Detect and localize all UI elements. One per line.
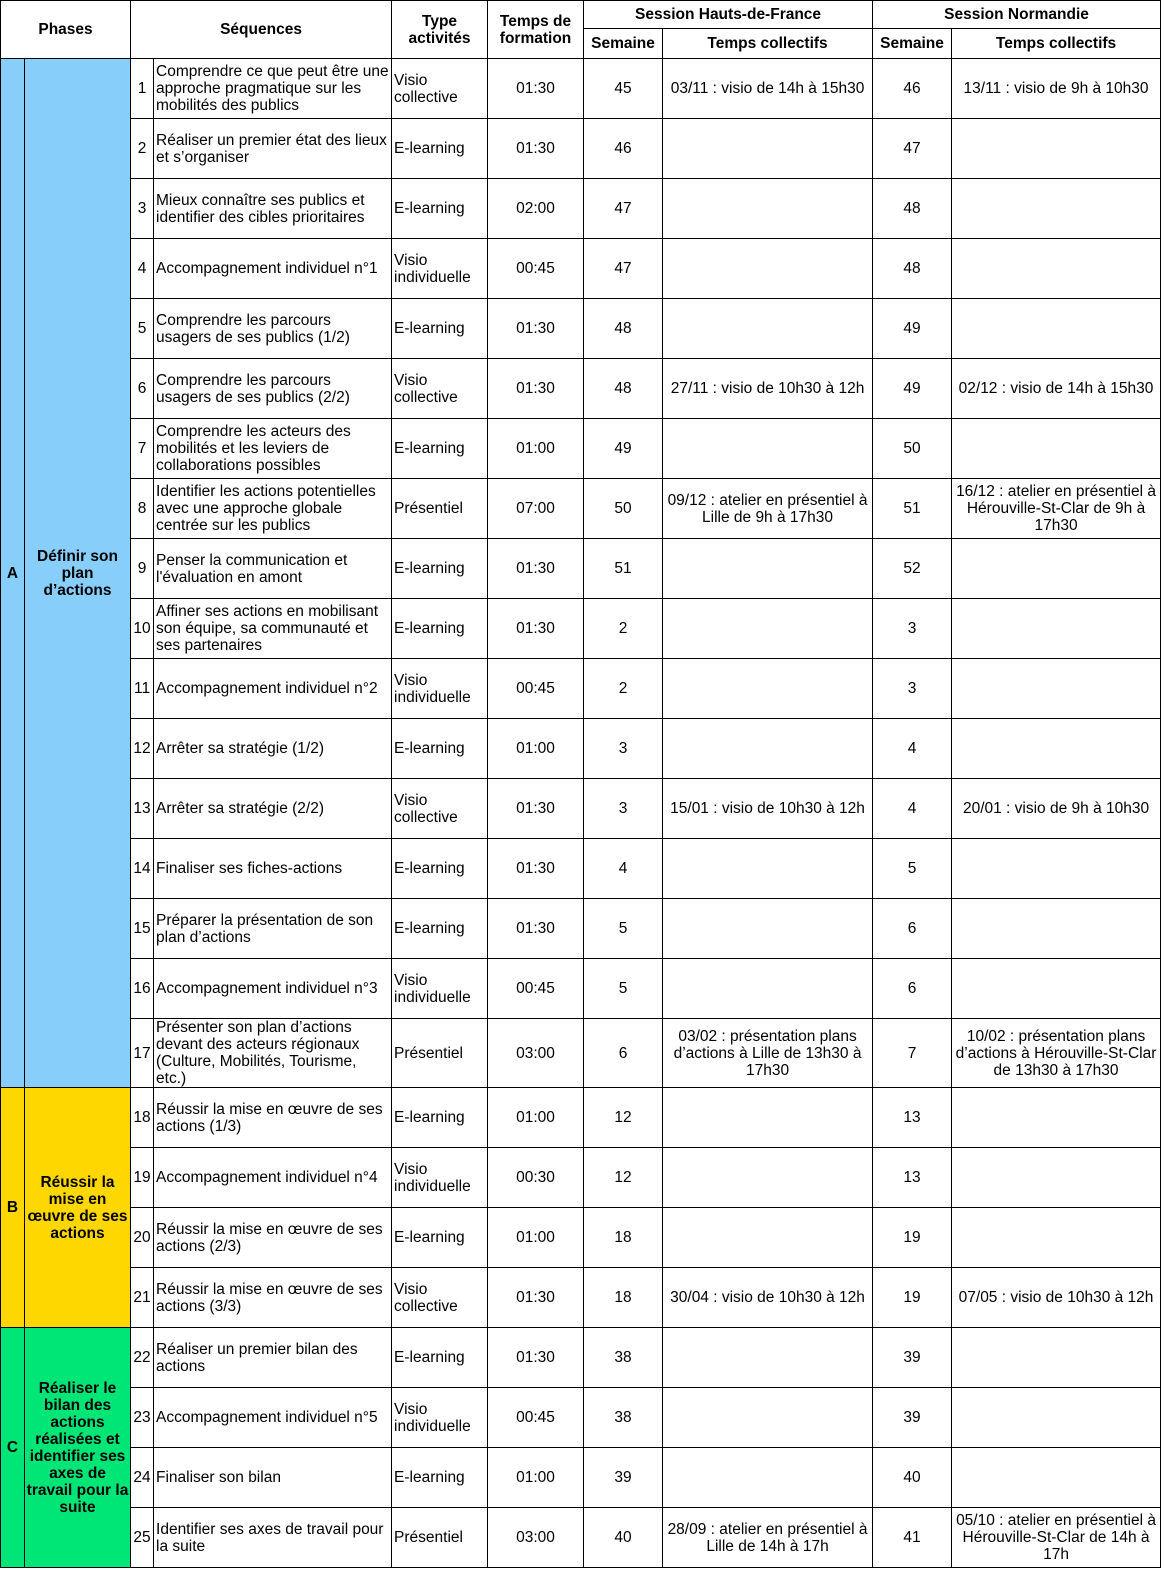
table-row bbox=[1, 839, 1161, 899]
table-row bbox=[1, 719, 1161, 779]
sequence-number: 12 bbox=[131, 719, 154, 779]
week-hdf: 47 bbox=[584, 239, 663, 299]
table-row bbox=[1, 1448, 1161, 1508]
week-normandie: 19 bbox=[873, 1268, 952, 1328]
week-normandie: 7 bbox=[873, 1019, 952, 1088]
sequence-number: 6 bbox=[131, 359, 154, 419]
collective-time-normandie bbox=[952, 299, 1161, 359]
phase-letter: C bbox=[1, 1328, 25, 1568]
table-row bbox=[1, 899, 1161, 959]
training-duration: 01:00 bbox=[488, 1088, 584, 1148]
collective-time-hdf bbox=[663, 599, 873, 659]
week-hdf: 49 bbox=[584, 419, 663, 479]
week-normandie: 5 bbox=[873, 839, 952, 899]
training-duration: 01:30 bbox=[488, 599, 584, 659]
training-duration: 01:00 bbox=[488, 719, 584, 779]
week-normandie: 13 bbox=[873, 1088, 952, 1148]
sequence-number: 21 bbox=[131, 1268, 154, 1328]
sequence-title: Comprendre les parcours usagers de ses publics (2/2) bbox=[154, 359, 392, 419]
activity-type: Visio individuelle bbox=[392, 1148, 488, 1208]
sequence-number: 22 bbox=[131, 1328, 154, 1388]
collective-time-normandie bbox=[952, 239, 1161, 299]
week-normandie: 50 bbox=[873, 419, 952, 479]
week-hdf: 48 bbox=[584, 359, 663, 419]
week-hdf: 51 bbox=[584, 539, 663, 599]
activity-type: E-learning bbox=[392, 839, 488, 899]
sequence-title: Réussir la mise en œuvre de ses actions (3/3) bbox=[154, 1268, 392, 1328]
training-duration: 02:00 bbox=[488, 179, 584, 239]
collective-time-hdf bbox=[663, 1148, 873, 1208]
sequence-number: 13 bbox=[131, 779, 154, 839]
week-hdf: 38 bbox=[584, 1328, 663, 1388]
sequence-number: 14 bbox=[131, 839, 154, 899]
sequence-title: Préparer la présentation de son plan d’actions bbox=[154, 899, 392, 959]
table-row bbox=[1, 119, 1161, 179]
training-duration: 03:00 bbox=[488, 1019, 584, 1088]
week-normandie: 6 bbox=[873, 899, 952, 959]
training-duration: 07:00 bbox=[488, 479, 584, 539]
table-row bbox=[1, 419, 1161, 479]
phase-name: Réussir la mise en œuvre de ses actions bbox=[25, 1088, 131, 1328]
sequence-number: 18 bbox=[131, 1088, 154, 1148]
collective-time-hdf bbox=[663, 1388, 873, 1448]
collective-time-normandie: 05/10 : atelier en présentiel à Hérouville-St-Clar de 14h à 17h bbox=[952, 1508, 1161, 1568]
week-normandie: 49 bbox=[873, 359, 952, 419]
sequence-title: Identifier les actions potentielles avec une approche globale centrée sur les publics bbox=[154, 479, 392, 539]
activity-type: E-learning bbox=[392, 1448, 488, 1508]
collective-time-normandie: 02/12 : visio de 14h à 15h30 bbox=[952, 359, 1161, 419]
table-row bbox=[1, 1328, 1161, 1388]
sequence-title: Affiner ses actions en mobilisant son équipe, sa communauté et ses partenaires bbox=[154, 599, 392, 659]
header-phases: Phases bbox=[1, 1, 131, 59]
table-row bbox=[1, 1148, 1161, 1208]
week-normandie: 52 bbox=[873, 539, 952, 599]
sequence-number: 24 bbox=[131, 1448, 154, 1508]
collective-time-normandie bbox=[952, 1448, 1161, 1508]
table-row bbox=[1, 299, 1161, 359]
week-hdf: 18 bbox=[584, 1268, 663, 1328]
activity-type: Visio collective bbox=[392, 59, 488, 119]
sequence-title: Accompagnement individuel n°1 bbox=[154, 239, 392, 299]
table-row bbox=[1, 599, 1161, 659]
table-row bbox=[1, 59, 1161, 119]
activity-type: Présentiel bbox=[392, 1019, 488, 1088]
week-hdf: 12 bbox=[584, 1148, 663, 1208]
table-row bbox=[1, 659, 1161, 719]
sequence-number: 2 bbox=[131, 119, 154, 179]
week-normandie: 19 bbox=[873, 1208, 952, 1268]
week-hdf: 2 bbox=[584, 659, 663, 719]
collective-time-hdf bbox=[663, 119, 873, 179]
sequence-title: Penser la communication et l'évaluation en amont bbox=[154, 539, 392, 599]
collective-time-normandie: 07/05 : visio de 10h30 à 12h bbox=[952, 1268, 1161, 1328]
collective-time-normandie bbox=[952, 899, 1161, 959]
week-normandie: 49 bbox=[873, 299, 952, 359]
sequence-title: Réaliser un premier bilan des actions bbox=[154, 1328, 392, 1388]
activity-type: E-learning bbox=[392, 1208, 488, 1268]
sequence-title: Identifier ses axes de travail pour la suite bbox=[154, 1508, 392, 1568]
sequence-title: Accompagnement individuel n°5 bbox=[154, 1388, 392, 1448]
table-row bbox=[1, 479, 1161, 539]
collective-time-hdf bbox=[663, 1088, 873, 1148]
table-row bbox=[1, 1388, 1161, 1448]
collective-time-normandie bbox=[952, 959, 1161, 1019]
sequence-title: Accompagnement individuel n°3 bbox=[154, 959, 392, 1019]
sequence-title: Réaliser un premier état des lieux et s’organiser bbox=[154, 119, 392, 179]
week-hdf: 50 bbox=[584, 479, 663, 539]
week-normandie: 51 bbox=[873, 479, 952, 539]
phase-name: Réaliser le bilan des actions réalisées et identifier ses axes de travail pour la suite bbox=[25, 1328, 131, 1568]
table-row bbox=[1, 1508, 1161, 1568]
activity-type: E-learning bbox=[392, 599, 488, 659]
activity-type: E-learning bbox=[392, 419, 488, 479]
week-normandie: 48 bbox=[873, 239, 952, 299]
sequence-number: 19 bbox=[131, 1148, 154, 1208]
collective-time-hdf: 03/11 : visio de 14h à 15h30 bbox=[663, 59, 873, 119]
collective-time-hdf: 27/11 : visio de 10h30 à 12h bbox=[663, 359, 873, 419]
week-hdf: 18 bbox=[584, 1208, 663, 1268]
activity-type: Visio collective bbox=[392, 1268, 488, 1328]
collective-time-hdf bbox=[663, 1448, 873, 1508]
collective-time-normandie bbox=[952, 839, 1161, 899]
training-duration: 00:45 bbox=[488, 659, 584, 719]
header-collective-normandie: Temps collectifs bbox=[952, 29, 1161, 59]
collective-time-normandie: 10/02 : présentation plans d’actions à Hérouville-St-Clar de 13h30 à 17h30 bbox=[952, 1019, 1161, 1088]
training-duration: 00:30 bbox=[488, 1148, 584, 1208]
sequence-title: Mieux connaître ses publics et identifier des cibles prioritaires bbox=[154, 179, 392, 239]
week-hdf: 47 bbox=[584, 179, 663, 239]
training-duration: 01:30 bbox=[488, 1268, 584, 1328]
sequence-title: Comprendre les parcours usagers de ses publics (1/2) bbox=[154, 299, 392, 359]
sequence-title: Accompagnement individuel n°4 bbox=[154, 1148, 392, 1208]
collective-time-normandie bbox=[952, 1088, 1161, 1148]
collective-time-hdf bbox=[663, 239, 873, 299]
week-hdf: 3 bbox=[584, 719, 663, 779]
schedule-body bbox=[1, 59, 1161, 1568]
collective-time-hdf bbox=[663, 659, 873, 719]
week-hdf: 4 bbox=[584, 839, 663, 899]
activity-type: E-learning bbox=[392, 539, 488, 599]
collective-time-normandie bbox=[952, 179, 1161, 239]
week-normandie: 48 bbox=[873, 179, 952, 239]
table-row bbox=[1, 359, 1161, 419]
week-normandie: 3 bbox=[873, 659, 952, 719]
collective-time-hdf bbox=[663, 419, 873, 479]
week-hdf: 45 bbox=[584, 59, 663, 119]
activity-type: Présentiel bbox=[392, 1508, 488, 1568]
collective-time-normandie bbox=[952, 119, 1161, 179]
activity-type: Visio individuelle bbox=[392, 1388, 488, 1448]
header-week-hdf: Semaine bbox=[584, 29, 663, 59]
activity-type: E-learning bbox=[392, 179, 488, 239]
collective-time-hdf bbox=[663, 1328, 873, 1388]
sequence-number: 15 bbox=[131, 899, 154, 959]
week-normandie: 47 bbox=[873, 119, 952, 179]
activity-type: Visio collective bbox=[392, 359, 488, 419]
sequence-number: 20 bbox=[131, 1208, 154, 1268]
sequence-title: Arrêter sa stratégie (2/2) bbox=[154, 779, 392, 839]
sequence-number: 7 bbox=[131, 419, 154, 479]
training-duration: 01:00 bbox=[488, 1208, 584, 1268]
collective-time-normandie bbox=[952, 1328, 1161, 1388]
training-duration: 01:30 bbox=[488, 59, 584, 119]
collective-time-normandie: 13/11 : visio de 9h à 10h30 bbox=[952, 59, 1161, 119]
header-collective-hdf: Temps collectifs bbox=[663, 29, 873, 59]
sequence-number: 11 bbox=[131, 659, 154, 719]
training-duration: 01:30 bbox=[488, 299, 584, 359]
sequence-title: Finaliser son bilan bbox=[154, 1448, 392, 1508]
activity-type: E-learning bbox=[392, 719, 488, 779]
sequence-number: 16 bbox=[131, 959, 154, 1019]
week-hdf: 40 bbox=[584, 1508, 663, 1568]
table-row bbox=[1, 779, 1161, 839]
sequence-number: 8 bbox=[131, 479, 154, 539]
header-session-normandie: Session Normandie bbox=[873, 1, 1161, 29]
training-duration: 01:30 bbox=[488, 119, 584, 179]
training-duration: 03:00 bbox=[488, 1508, 584, 1568]
phase-letter: A bbox=[1, 59, 25, 1088]
header-session-hdf: Session Hauts-de-France bbox=[584, 1, 873, 29]
week-normandie: 39 bbox=[873, 1328, 952, 1388]
training-duration: 00:45 bbox=[488, 239, 584, 299]
phase-name: Définir son plan d’actions bbox=[25, 59, 131, 1088]
week-normandie: 6 bbox=[873, 959, 952, 1019]
sequence-number: 4 bbox=[131, 239, 154, 299]
week-hdf: 5 bbox=[584, 959, 663, 1019]
week-normandie: 46 bbox=[873, 59, 952, 119]
collective-time-normandie bbox=[952, 1148, 1161, 1208]
collective-time-hdf bbox=[663, 719, 873, 779]
week-normandie: 40 bbox=[873, 1448, 952, 1508]
table-row bbox=[1, 1268, 1161, 1328]
sequence-title: Réussir la mise en œuvre de ses actions (2/3) bbox=[154, 1208, 392, 1268]
sequence-number: 3 bbox=[131, 179, 154, 239]
header-type: Type activités bbox=[392, 1, 488, 59]
collective-time-hdf bbox=[663, 539, 873, 599]
sequence-number: 5 bbox=[131, 299, 154, 359]
collective-time-normandie: 20/01 : visio de 9h à 10h30 bbox=[952, 779, 1161, 839]
activity-type: Présentiel bbox=[392, 479, 488, 539]
training-duration: 01:30 bbox=[488, 359, 584, 419]
header-duration: Temps de formation bbox=[488, 1, 584, 59]
collective-time-normandie bbox=[952, 1388, 1161, 1448]
table-row bbox=[1, 1019, 1161, 1088]
training-duration: 01:30 bbox=[488, 539, 584, 599]
week-hdf: 48 bbox=[584, 299, 663, 359]
collective-time-normandie bbox=[952, 599, 1161, 659]
activity-type: E-learning bbox=[392, 1328, 488, 1388]
table-row bbox=[1, 1088, 1161, 1148]
sequence-title: Arrêter sa stratégie (1/2) bbox=[154, 719, 392, 779]
sequence-title: Comprendre ce que peut être une approche pragmatique sur les mobilités des publics bbox=[154, 59, 392, 119]
table-row bbox=[1, 959, 1161, 1019]
activity-type: E-learning bbox=[392, 899, 488, 959]
activity-type: E-learning bbox=[392, 119, 488, 179]
sequence-title: Présenter son plan d’actions devant des acteurs régionaux (Culture, Mobilités, Tourisme, etc.) bbox=[154, 1019, 392, 1088]
week-hdf: 3 bbox=[584, 779, 663, 839]
activity-type: Visio individuelle bbox=[392, 659, 488, 719]
activity-type: Visio collective bbox=[392, 779, 488, 839]
sequence-number: 23 bbox=[131, 1388, 154, 1448]
training-duration: 01:30 bbox=[488, 839, 584, 899]
training-duration: 00:45 bbox=[488, 959, 584, 1019]
sequence-number: 1 bbox=[131, 59, 154, 119]
week-hdf: 5 bbox=[584, 899, 663, 959]
collective-time-hdf: 30/04 : visio de 10h30 à 12h bbox=[663, 1268, 873, 1328]
training-duration: 01:30 bbox=[488, 1328, 584, 1388]
activity-type: E-learning bbox=[392, 299, 488, 359]
sequence-title: Accompagnement individuel n°2 bbox=[154, 659, 392, 719]
sequence-title: Comprendre les acteurs des mobilités et les leviers de collaborations possibles bbox=[154, 419, 392, 479]
collective-time-hdf bbox=[663, 959, 873, 1019]
week-hdf: 38 bbox=[584, 1388, 663, 1448]
training-duration: 01:30 bbox=[488, 779, 584, 839]
training-duration: 00:45 bbox=[488, 1388, 584, 1448]
sequence-title: Réussir la mise en œuvre de ses actions (1/3) bbox=[154, 1088, 392, 1148]
collective-time-normandie bbox=[952, 539, 1161, 599]
activity-type: E-learning bbox=[392, 1088, 488, 1148]
collective-time-hdf: 09/12 : atelier en présentiel à Lille de 9h à 17h30 bbox=[663, 479, 873, 539]
table-row bbox=[1, 539, 1161, 599]
collective-time-hdf bbox=[663, 299, 873, 359]
header-week-normandie: Semaine bbox=[873, 29, 952, 59]
collective-time-normandie bbox=[952, 1208, 1161, 1268]
week-hdf: 6 bbox=[584, 1019, 663, 1088]
training-duration: 01:00 bbox=[488, 1448, 584, 1508]
table-row bbox=[1, 179, 1161, 239]
week-normandie: 3 bbox=[873, 599, 952, 659]
collective-time-hdf: 28/09 : atelier en présentiel à Lille de 14h à 17h bbox=[663, 1508, 873, 1568]
week-normandie: 39 bbox=[873, 1388, 952, 1448]
training-duration: 01:30 bbox=[488, 899, 584, 959]
sequence-title: Finaliser ses fiches-actions bbox=[154, 839, 392, 899]
collective-time-hdf: 03/02 : présentation plans d’actions à Lille de 13h30 à 17h30 bbox=[663, 1019, 873, 1088]
collective-time-normandie bbox=[952, 659, 1161, 719]
header-sequences: Séquences bbox=[131, 1, 392, 59]
collective-time-hdf bbox=[663, 1208, 873, 1268]
week-normandie: 4 bbox=[873, 779, 952, 839]
activity-type: Visio individuelle bbox=[392, 239, 488, 299]
collective-time-normandie: 16/12 : atelier en présentiel à Hérouville-St-Clar de 9h à 17h30 bbox=[952, 479, 1161, 539]
week-normandie: 41 bbox=[873, 1508, 952, 1568]
week-hdf: 46 bbox=[584, 119, 663, 179]
table-row bbox=[1, 1208, 1161, 1268]
phase-letter: B bbox=[1, 1088, 25, 1328]
collective-time-hdf bbox=[663, 179, 873, 239]
week-normandie: 13 bbox=[873, 1148, 952, 1208]
sequence-number: 10 bbox=[131, 599, 154, 659]
sequence-number: 25 bbox=[131, 1508, 154, 1568]
collective-time-hdf bbox=[663, 899, 873, 959]
table-row bbox=[1, 239, 1161, 299]
activity-type: Visio individuelle bbox=[392, 959, 488, 1019]
week-normandie: 4 bbox=[873, 719, 952, 779]
collective-time-normandie bbox=[952, 419, 1161, 479]
week-hdf: 39 bbox=[584, 1448, 663, 1508]
week-hdf: 12 bbox=[584, 1088, 663, 1148]
collective-time-normandie bbox=[952, 719, 1161, 779]
sequence-number: 17 bbox=[131, 1019, 154, 1088]
sequence-number: 9 bbox=[131, 539, 154, 599]
collective-time-hdf bbox=[663, 839, 873, 899]
collective-time-hdf: 15/01 : visio de 10h30 à 12h bbox=[663, 779, 873, 839]
training-duration: 01:00 bbox=[488, 419, 584, 479]
week-hdf: 2 bbox=[584, 599, 663, 659]
